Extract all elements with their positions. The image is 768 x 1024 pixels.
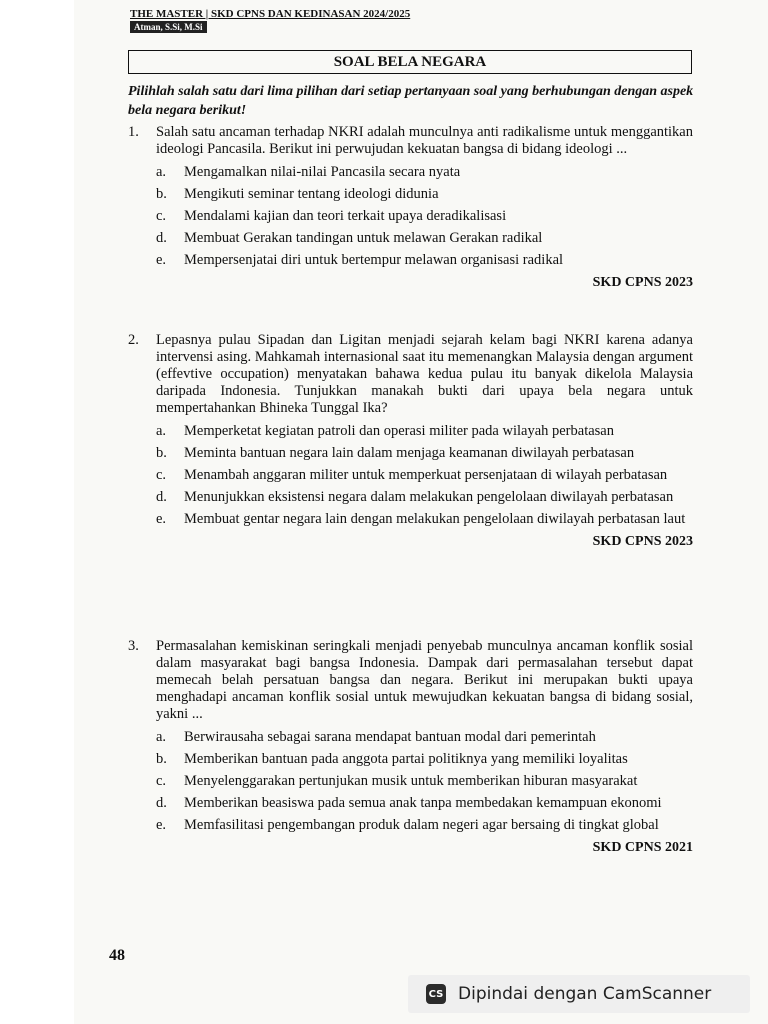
option-letter: a.: [156, 423, 167, 439]
option-text: Memberikan bantuan pada anggota partai politiknya yang memiliki loyalitas: [184, 751, 628, 767]
option-text: Meminta bantuan negara lain dalam menjaga keamanan diwilayah perbatasan: [184, 445, 635, 461]
option-letter: e.: [156, 252, 167, 268]
option-text: Memberikan beasiswa pada semua anak tanpa membedakan kemampuan ekonomi: [184, 795, 662, 811]
page-number: 48: [109, 947, 125, 964]
option-letter: c.: [156, 208, 167, 224]
option-letter: e.: [156, 511, 167, 527]
option-c: [156, 208, 693, 225]
option-letter: c.: [156, 467, 167, 483]
header-author: Atman, S.Si, M.Si: [130, 21, 207, 33]
question-number: 1.: [128, 124, 139, 140]
option-letter: a.: [156, 164, 167, 180]
option-text: Menunjukkan eksistensi negara dalam melakukan pengelolaan diwilayah perbatasan: [184, 489, 674, 505]
option-b: [156, 186, 693, 203]
option-letter: d.: [156, 230, 167, 246]
camscanner-watermark: [408, 975, 750, 1013]
option-letter: a.: [156, 729, 167, 745]
option-b: [156, 445, 693, 462]
option-a: [156, 423, 693, 440]
question-number: 3.: [128, 638, 139, 654]
camscanner-icon: CS: [426, 984, 446, 1004]
question-2: [128, 332, 693, 550]
option-letter: e.: [156, 817, 167, 833]
option-text: Mengamalkan nilai-nilai Pancasila secara nyata: [184, 164, 461, 180]
question-1: [128, 124, 693, 291]
option-letter: b.: [156, 751, 167, 767]
option-text: Menyelenggarakan pertunjukan musik untuk memberikan hiburan masyarakat: [184, 773, 638, 789]
question-source: SKD CPNS 2023: [592, 275, 693, 290]
option-b: [156, 751, 693, 768]
option-list: [156, 729, 693, 834]
question-source: SKD CPNS 2023: [592, 534, 693, 549]
book-header: [130, 8, 410, 33]
option-list: [156, 164, 693, 269]
option-letter: c.: [156, 773, 167, 789]
option-text: Mempersenjatai diri untuk bertempur melawan organisasi radikal: [184, 252, 564, 268]
option-text: Menambah anggaran militer untuk memperkuat persenjataan di wilayah perbatasan: [184, 467, 668, 483]
option-c: [156, 467, 693, 484]
question-text: Permasalahan kemiskinan seringkali menjadi penyebab munculnya ancaman konflik sosial dalam masyarakat bagi bangsa Indonesia. Dampak dari permasalahan tersebut dapat memecah belah persatuan bangsa dan negara. Berikut ini merupakan bukti upaya menghadapi ancaman konflik sosial untuk mewujudkan kekuatan bangsa di bidang sosial, yakni ...: [156, 638, 693, 722]
option-d: [156, 795, 693, 812]
question-text: Salah satu ancaman terhadap NKRI adalah munculnya anti radikalisme untuk menggantikan ideologi Pancasila. Berikut ini perwujudan kekuatan bangsa di bidang ideologi ...: [156, 124, 693, 157]
option-text: Mendalami kajian dan teori terkait upaya deradikalisasi: [184, 208, 507, 224]
option-text: Memperketat kegiatan patroli dan operasi militer pada wilayah perbatasan: [184, 423, 614, 439]
question-number: 2.: [128, 332, 139, 348]
option-d: [156, 489, 693, 506]
section-title: SOAL BELA NEGARA: [128, 50, 692, 74]
option-text: Memfasilitasi pengembangan produk dalam negeri agar bersaing di tingkat global: [184, 817, 659, 833]
option-letter: b.: [156, 186, 167, 202]
question-source: SKD CPNS 2021: [592, 840, 693, 855]
option-letter: d.: [156, 489, 167, 505]
question-text: Lepasnya pulau Sipadan dan Ligitan menjadi sejarah kelam bagi NKRI karena adanya intervensi asing. Mahkamah internasional saat itu memenangkan Malaysia dengan argument (effevtive occupation) menyatakan bahawa kedua pulau itu banyak dikelola Malaysia daripada Indonesia. Tunjukkan manakah bukti dari upaya bela negara untuk mempertahankan Bhineka Tunggal Ika?: [156, 332, 693, 416]
option-e: [156, 817, 693, 834]
instruction-text: Pilihlah salah satu dari lima pilihan dari setiap pertanyaan soal yang berhubungan dengan aspek bela negara berikut!: [128, 84, 694, 118]
option-e: [156, 511, 693, 528]
option-letter: d.: [156, 795, 167, 811]
option-text: Berwirausaha sebagai sarana mendapat bantuan modal dari pemerintah: [184, 729, 596, 745]
option-letter: b.: [156, 445, 167, 461]
option-c: [156, 773, 693, 790]
option-text: Membuat gentar negara lain dengan melakukan pengelolaan diwilayah perbatasan laut: [184, 511, 686, 527]
question-3: [128, 638, 693, 856]
option-a: [156, 729, 693, 746]
option-list: [156, 423, 693, 528]
header-title: THE MASTER | SKD CPNS DAN KEDINASAN 2024/2025: [130, 8, 411, 20]
option-text: Membuat Gerakan tandingan untuk melawan Gerakan radikal: [184, 230, 543, 246]
option-a: [156, 164, 693, 181]
option-text: Mengikuti seminar tentang ideologi didunia: [184, 186, 439, 202]
camscanner-label: Dipindai dengan CamScanner: [458, 984, 712, 1004]
option-d: [156, 230, 693, 247]
option-e: [156, 252, 693, 269]
